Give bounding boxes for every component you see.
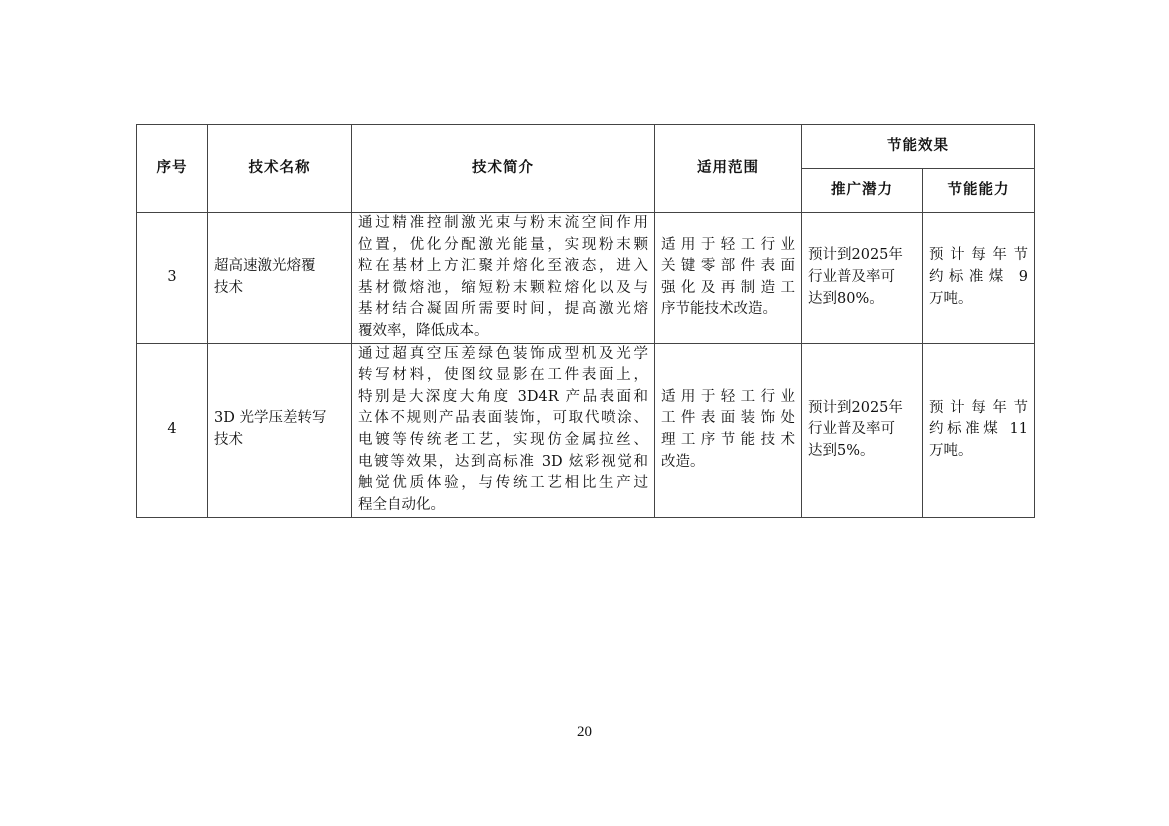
cell-seq: 3 bbox=[137, 213, 208, 344]
potential-line: 预计到2025年 bbox=[808, 247, 903, 264]
header-seq: 序号 bbox=[137, 125, 208, 213]
intro-line: 粒在基材上方汇聚并熔化至液态，进入 bbox=[358, 258, 648, 275]
intro-line: 程全自动化。 bbox=[358, 496, 445, 513]
scope-line: 强化及再制造工 bbox=[661, 279, 795, 296]
cell-name bbox=[208, 343, 352, 517]
energy-tech-table bbox=[136, 124, 1035, 518]
header-name: 技术名称 bbox=[208, 125, 352, 213]
intro-line: 基材微熔池，缩短粉末颗粒熔化以及与 bbox=[358, 279, 648, 296]
table-row bbox=[137, 343, 1035, 517]
capacity-line: 万吨。 bbox=[929, 290, 973, 307]
scope-line: 关键零部件表面 bbox=[661, 258, 795, 275]
scope-line: 适用于轻工行业 bbox=[661, 388, 795, 405]
intro-line: 基材结合凝固所需要时间，提高激光熔 bbox=[358, 301, 648, 318]
capacity-line: 预计每年节 bbox=[929, 247, 1028, 264]
potential-line: 行业普及率可 bbox=[808, 268, 895, 285]
potential-line: 预计到2025年 bbox=[808, 399, 903, 416]
cell-capacity bbox=[923, 213, 1035, 344]
capacity-line: 预计每年节 bbox=[929, 399, 1028, 416]
page-number: 20 bbox=[577, 724, 592, 740]
cell-capacity bbox=[923, 343, 1035, 517]
intro-line: 触觉优质体验，与传统工艺相比生产过 bbox=[358, 475, 648, 492]
cell-intro bbox=[352, 213, 655, 344]
intro-line: 电镀等传统老工艺，实现仿金属拉丝、 bbox=[358, 432, 648, 449]
intro-line: 特别是大深度大角度 3D4R 产品表面和 bbox=[358, 388, 648, 405]
cell-scope bbox=[655, 343, 802, 517]
header-effect: 节能效果 bbox=[802, 125, 1035, 169]
cell-potential bbox=[802, 213, 923, 344]
cell-scope bbox=[655, 213, 802, 344]
header-capacity: 节能能力 bbox=[923, 169, 1035, 213]
name-line: 3D 光学压差转写 bbox=[214, 410, 327, 427]
table-row bbox=[137, 213, 1035, 344]
potential-line: 行业普及率可 bbox=[808, 421, 895, 438]
scope-line: 适用于轻工行业 bbox=[661, 236, 795, 253]
capacity-line: 约标准煤 9 bbox=[929, 268, 1028, 285]
cell-seq: 4 bbox=[137, 343, 208, 517]
header-intro: 技术简介 bbox=[352, 125, 655, 213]
intro-line: 通过超真空压差绿色装饰成型机及光学 bbox=[358, 345, 648, 362]
scope-line: 理工序节能技术 bbox=[661, 432, 795, 449]
scope-line: 改造。 bbox=[661, 453, 705, 470]
potential-line: 达到80%。 bbox=[808, 290, 884, 307]
intro-line: 位置，优化分配激光能量，实现粉末颗 bbox=[358, 236, 648, 253]
intro-line: 电镀等效果，达到高标准 3D 炫彩视觉和 bbox=[358, 453, 648, 470]
potential-line: 达到5%。 bbox=[808, 442, 875, 459]
scope-line: 工件表面装饰处 bbox=[661, 410, 795, 427]
header-potential: 推广潜力 bbox=[802, 169, 923, 213]
intro-line: 通过精准控制激光束与粉末流空间作用 bbox=[358, 215, 648, 231]
name-line: 超高速激光熔覆 bbox=[214, 258, 316, 275]
capacity-line: 约标准煤 11 bbox=[929, 421, 1028, 438]
intro-line: 立体不规则产品表面装饰，可取代喷涂、 bbox=[358, 410, 648, 427]
cell-name bbox=[208, 213, 352, 344]
cell-intro bbox=[352, 343, 655, 517]
intro-line: 覆效率，降低成本。 bbox=[358, 322, 489, 339]
scope-line: 序节能技术改造。 bbox=[661, 301, 777, 318]
name-line: 技术 bbox=[214, 432, 243, 449]
cell-potential bbox=[802, 343, 923, 517]
intro-line: 转写材料，使图纹显影在工件表面上， bbox=[358, 367, 648, 384]
name-line: 技术 bbox=[214, 279, 243, 296]
capacity-line: 万吨。 bbox=[929, 442, 973, 459]
header-scope: 适用范围 bbox=[655, 125, 802, 213]
